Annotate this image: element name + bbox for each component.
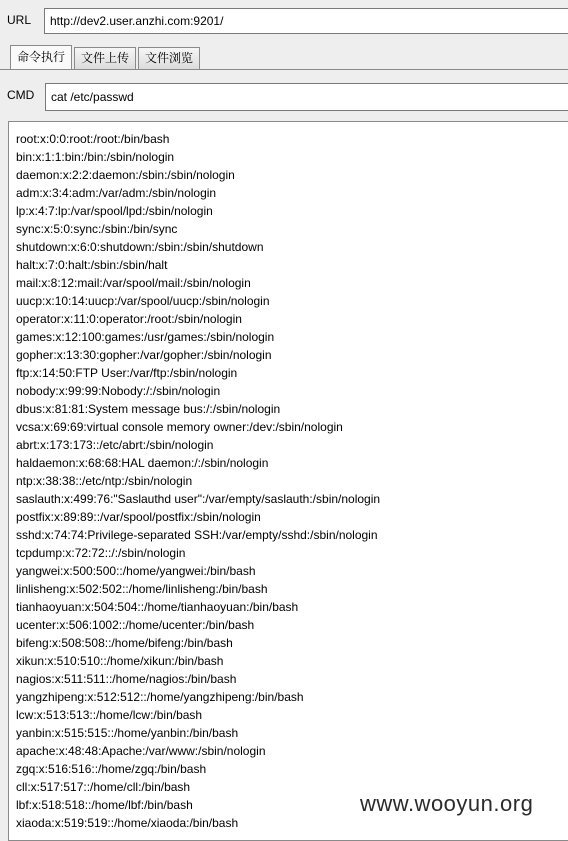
output-line: nobody:x:99:99:Nobody:/:/sbin/nologin [16,384,221,398]
tab-file-browse[interactable]: 文件浏览 [138,47,200,69]
output-line: vcsa:x:69:69:virtual console memory owner:/dev:/sbin/nologin [16,420,343,434]
output-line: xikun:x:510:510::/home/xikun:/bin/bash [16,654,224,668]
watermark: www.wooyun.org [360,791,534,816]
tab-command-exec[interactable]: 命令执行 [10,45,72,69]
output-line: adm:x:3:4:adm:/var/adm:/sbin/nologin [16,186,217,200]
url-input[interactable]: http://dev2.user.anzhi.com:9201/ [44,8,568,34]
output-line: tianhaoyuan:x:504:504::/home/tianhaoyuan:/bin/bash [16,600,299,614]
output-line: ucenter:x:506:1002::/home/ucenter:/bin/bash [16,618,255,632]
cmd-label: CMD [7,88,35,102]
tab-bar [10,45,202,69]
output-line: mail:x:8:12:mail:/var/spool/mail:/sbin/nologin [16,276,251,290]
output-line: haldaemon:x:68:68:HAL daemon:/:/sbin/nologin [16,456,269,470]
output-line: cll:x:517:517::/home/cll:/bin/bash [16,780,191,794]
output-line: yangzhipeng:x:512:512::/home/yangzhipeng:/bin/bash [16,690,304,704]
output-line: gopher:x:13:30:gopher:/var/gopher:/sbin/nologin [16,348,272,362]
output-line: postfix:x:89:89::/var/spool/postfix:/sbin/nologin [16,510,261,524]
output-line: lbf:x:518:518::/home/lbf:/bin/bash [16,798,193,812]
url-label: URL [7,13,32,27]
output-line: root:x:0:0:root:/root:/bin/bash [16,132,170,146]
output-line: apache:x:48:48:Apache:/var/www:/sbin/nologin [16,744,266,758]
output-line: linlisheng:x:502:502::/home/linlisheng:/bin/bash [16,582,268,596]
output-line: lp:x:4:7:lp:/var/spool/lpd:/sbin/nologin [16,204,213,218]
output-line: sync:x:5:0:sync:/sbin:/bin/sync [16,222,178,236]
output-line: saslauth:x:499:76:"Saslauthd user":/var/empty/saslauth:/sbin/nologin [16,492,381,506]
output-line: xiaoda:x:519:519::/home/xiaoda:/bin/bash [16,816,239,830]
output-line: halt:x:7:0:halt:/sbin:/sbin/halt [16,258,168,272]
output-line: bifeng:x:508:508::/home/bifeng:/bin/bash [16,636,233,650]
output-line: games:x:12:100:games:/usr/games:/sbin/nologin [16,330,275,344]
output-line: nagios:x:511:511::/home/nagios:/bin/bash [16,672,237,686]
output-line: dbus:x:81:81:System message bus:/:/sbin/nologin [16,402,281,416]
output-line: zgq:x:516:516::/home/zgq:/bin/bash [16,762,207,776]
output-textarea[interactable] [8,121,568,841]
output-line: bin:x:1:1:bin:/bin:/sbin/nologin [16,150,175,164]
output-lines [9,122,568,832]
output-line: shutdown:x:6:0:shutdown:/sbin:/sbin/shutdown [16,240,264,254]
output-line: operator:x:11:0:operator:/root:/sbin/nologin [16,312,242,326]
output-line: uucp:x:10:14:uucp:/var/spool/uucp:/sbin/nologin [16,294,270,308]
cmd-input[interactable]: cat /etc/passwd [45,83,568,111]
output-line: yanbin:x:515:515::/home/yanbin:/bin/bash [16,726,239,740]
output-line: lcw:x:513:513::/home/lcw:/bin/bash [16,708,203,722]
tab-file-upload[interactable]: 文件上传 [74,47,136,69]
output-line: ftp:x:14:50:FTP User:/var/ftp:/sbin/nologin [16,366,238,380]
output-line: yangwei:x:500:500::/home/yangwei:/bin/bash [16,564,256,578]
output-line: abrt:x:173:173::/etc/abrt:/sbin/nologin [16,438,214,452]
output-line: ntp:x:38:38::/etc/ntp:/sbin/nologin [16,474,193,488]
output-line: sshd:x:74:74:Privilege-separated SSH:/var/empty/sshd:/sbin/nologin [16,528,378,542]
output-line: daemon:x:2:2:daemon:/sbin:/sbin/nologin [16,168,235,182]
output-line: tcpdump:x:72:72::/:/sbin/nologin [16,546,186,560]
tab-divider [0,69,568,70]
